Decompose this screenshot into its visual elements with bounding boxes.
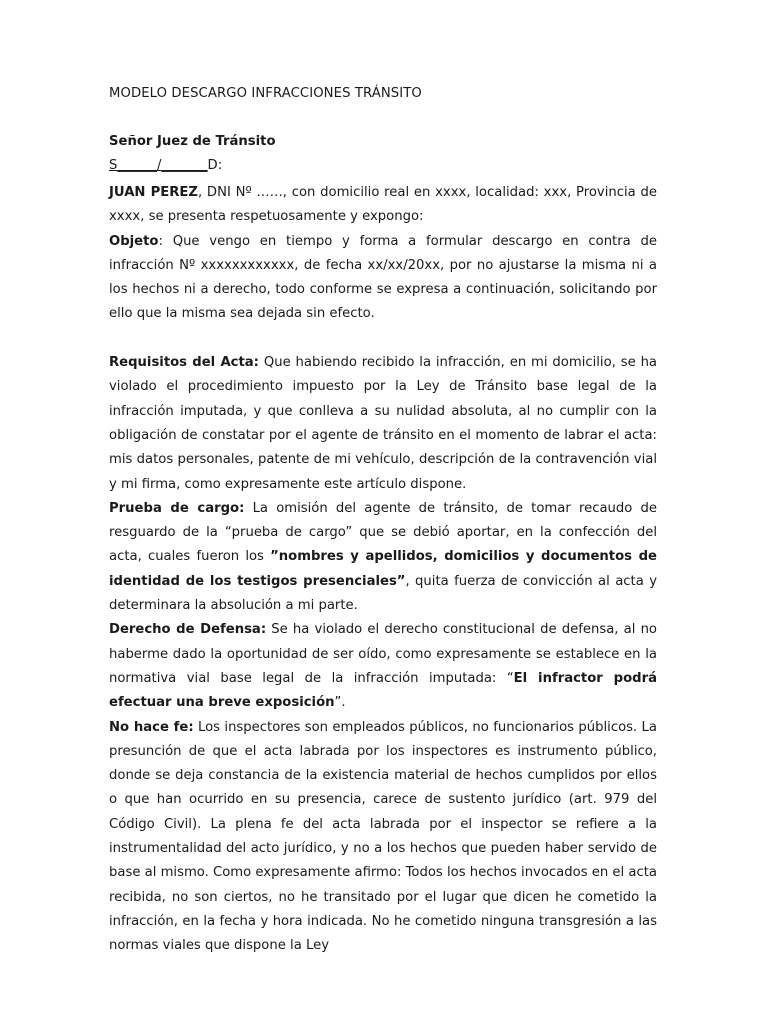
no-hace-fe-label: No hace fe:: [109, 719, 194, 735]
no-hace-fe-text: Los inspectores son empleados públicos, no funcionarios públicos. La presunción de que el acta labrada por los inspectores es instrumento público, donde se deja constancia de la existencia material de hechos cumplidos por ellos o que han ocurrido en su presencia, carece de sustento jurídico (art. 979 del Código Civil). La plena fe del acta labrada por el inspector se refiere a la instrumentalidad del acto jurídico, y no a los hechos que pueden haber servido de base al mismo. Como expresamente afirmo: Todos los hechos invocados en el acta recibida, no son ciertos, no he transitado por el lugar que dicen he cometido la infracción, en la fecha y hora indicada. No he cometido ninguna transgresión a las normas viales que dispone la Ley: [109, 719, 657, 954]
defensa-bold-quote: El infractor podrá efectuar una breve exposición: [109, 670, 657, 711]
sd-s: S: [109, 158, 118, 173]
objeto-label: Objeto: [109, 233, 159, 249]
document-title: MODELO DESCARGO INFRACCIONES TRÁNSITO: [109, 86, 422, 101]
document-body: [109, 181, 657, 959]
defensa-text-1: Se ha violado el derecho constitucional de defensa, al no haberme dado la oportunidad de ser oído, como expresamente se establece en la normativa vial base legal de la infracción imputada: “: [109, 622, 657, 686]
defensa-paragraph: [109, 618, 657, 715]
addressee: Señor Juez de Tránsito: [109, 134, 276, 149]
defensa-label: Derecho de Defensa:: [109, 622, 267, 638]
defensa-text-2: ”.: [334, 695, 346, 711]
complainant-name: JUAN PEREZ: [109, 185, 198, 200]
prueba-label: Prueba de cargo:: [109, 500, 245, 516]
requisitos-label: Requisitos del Acta:: [109, 355, 259, 371]
prueba-bold-quote: ”nombres y apellidos, domicilios y documentos de identidad de los testigos presenciales”: [109, 549, 657, 589]
sd-line: [109, 158, 222, 173]
sd-gap-2: _______: [161, 158, 208, 173]
prueba-text-1: La omisión del agente de tránsito, de tomar recaudo de resguardo de la “prueba de cargo” que se debió aportar, en la confección del acta, cuales fueron los: [109, 500, 657, 565]
sd-gap-1: ______: [117, 158, 157, 173]
objeto-text: : Que vengo en tiempo y forma a formular descargo en contra de infracción Nº xxxxxxxxxxxx, de fecha xx/xx/20xx, por no ajustarse la misma ni a los hechos ni a derecho, todo conforme se expresa a continuación, solicitando por ello que la misma sea dejada sin efecto.: [109, 233, 657, 322]
requisitos-paragraph: [109, 351, 657, 497]
requisitos-text: Que habiendo recibido la infracción, en mi domicilio, se ha violado el procedimiento impuesto por la Ley de Tránsito base legal de la infracción imputada, y que conlleva a su nulidad absoluta, al no cumplir con la obligación de constatar por el agente de tránsito en el momento de labrar el acta: mis datos personales, patente de mi vehículo, descripción de la contravención vial y mi firma, como expresamente este artículo dispone.: [109, 355, 658, 492]
prueba-paragraph: [109, 497, 657, 618]
no-hace-fe-paragraph: [109, 716, 657, 959]
objeto-paragraph: [109, 230, 657, 327]
intro-text: , DNI Nº ……, con domicilio real en xxxx, localidad: xxx, Provincia de xxxx, se presenta respetuosamente y expongo:: [109, 185, 657, 225]
sd-d: D:: [207, 158, 223, 173]
prueba-text-2: , quita fuerza de convicción al acta y determinara la absolución a mi parte.: [109, 573, 657, 614]
sd-slash: /: [156, 158, 162, 173]
intro-paragraph: [109, 181, 657, 230]
